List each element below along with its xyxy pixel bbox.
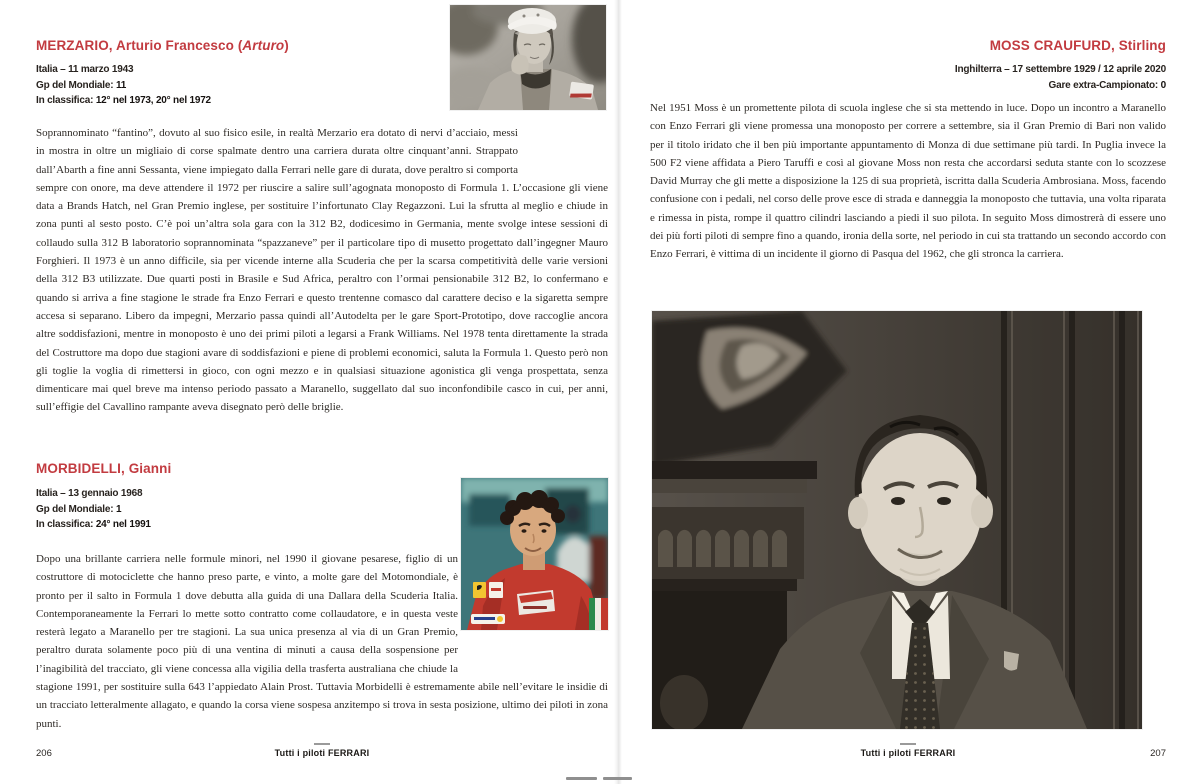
- meta-class-label: In classifica:: [36, 95, 96, 106]
- meta-gp-count: [36, 78, 211, 94]
- page-gutter-shadow: [614, 0, 622, 784]
- merzario-portrait-illustration: [450, 5, 606, 110]
- merzario-photo: [450, 5, 606, 110]
- meta-gp-count: [36, 502, 151, 518]
- meta-gp-value: 1: [115, 503, 122, 515]
- driver-name: MERZARIO, Arturio Francesco (: [36, 38, 243, 53]
- driver-name-close: ): [284, 38, 289, 53]
- driver-heading-morbidelli: [36, 461, 171, 477]
- page-number-right: 207: [1150, 748, 1166, 759]
- page-left: [36, 0, 608, 784]
- meta-gp-value: 11: [115, 79, 127, 91]
- entry-body-merzario: [36, 124, 608, 417]
- entry-body-moss: [650, 99, 1166, 264]
- meta-birth: [36, 486, 151, 502]
- entry-body-text: Nel 1951 Moss è un promettente pilota di scuola inglese che si sta mettendo in luce. Dopo un incontro a Maranello con Enzo Ferrari gli viene promessa una monoposto per correre a settembre, sia il Gran Premio di Bari non valido per il titolo iridato che il ben più importante appuntamento di Monza di due settimane più tardi. In Puglia invece la 500 F2 viene affidata a Piero Taruffi e così al giovane Moss non resta che accordarsi seduta stante con lo scozzese David Murray che gli mette a disposizione la 125 di sua proprietà, iscritta dalla Scuderia Ambrosiana. Moss, facendo confusione con i pedali, nel corso delle prove esce di strada e danneggia la monoposto che tuttavia, una volta riparata e rimessa in pista, rompe il quattro cilindri lasciando a piedi il suo pilota. In seguito Moss dimostrerà di essere uno dei più forti piloti di sempre fino a quando, ironia della sorte, nel periodo in cui sta trattando un secondo accordo con Enzo Ferrari, è vittima di un incidente il giorno di Pasqua del 1962, che gli stronca la carriera.: [650, 102, 1166, 261]
- meta-classification: [36, 517, 151, 533]
- meta-extra-races: [955, 78, 1166, 94]
- meta-extra-label: Gare extra-Campionato:: [1048, 79, 1161, 91]
- meta-birth-text: Italia – 13 gennaio 1968: [36, 488, 143, 499]
- meta-birth-text: Italia – 11 marzo 1943: [36, 64, 134, 75]
- driver-heading-moss: [990, 38, 1166, 54]
- moss-portrait-illustration: [652, 311, 1142, 729]
- meta-birth-death: [955, 62, 1166, 78]
- driver-heading-merzario: [36, 38, 289, 54]
- footer-divider-right: [900, 743, 916, 745]
- meta-gp-label: Gp del Mondiale:: [36, 503, 116, 515]
- meta-classification: [36, 93, 211, 109]
- page-number-left: 206: [36, 748, 52, 759]
- text-wrap-spacer: [518, 124, 608, 161]
- footer-divider-left: [314, 743, 330, 745]
- page-edge-mark: [566, 777, 597, 780]
- meta-birth: [36, 62, 211, 78]
- page-edge-mark: [603, 777, 632, 780]
- meta-extra-value: 0: [1160, 79, 1166, 91]
- entry-body-morbidelli: [36, 550, 608, 733]
- footer-book-title-left: Tutti i piloti FERRARI: [274, 748, 370, 758]
- meta-birth-text: Inghilterra – 17 settembre 1929 / 12 aprile 2020: [954, 64, 1166, 75]
- driver-meta-merzario: [36, 62, 211, 109]
- driver-name: MOSS CRAUFURD, Stirling: [989, 38, 1166, 53]
- meta-class-value: 12° nel 1973, 20° nel 1972: [95, 95, 211, 106]
- entry-body-text: Dopo una brillante carriera nelle formule minori, nel 1990 il giovane pesarese, figlio di un costruttore di motociclette che hanno preso parte, e vinto, a molte gare del Motomondiale, è pronto per il salto in Formula 1 dove debutta alla guida di una Dallara della Scuderia Italia. Contemporaneamente la Ferrari lo mette sotto contratto come collaudatore, e in questa veste resterà legato a Maranello per tre stagioni. La sua unica presenza al via di un Gran Premio, peraltro durata solamente poco più di una ventina di minuti a causa della sospensione per l’inagibilità del tracciato, gli viene concessa alla vigilia della trasferta australiana che chiude la stagione 1991, per sostituire sulla 643 l’appiedato Alain Prost. Tuttavia Morbidelli è estremamente abile nell’evitare le insidie di un tracciato letteralmente allagato, e quando la corsa viene sospesa anzitempo si trova in sesta posizione, ultimo dei piloti in zona punti.: [36, 553, 608, 730]
- entry-body-text: Soprannominato “fantino”, dovuto al suo fisico esile, in realtà Merzario era dotato di nervi d’acciaio, messi in mostra in oltre un migliaio di corse spalmate dentro una carriera durata oltre cinquant’anni. Strappato dall’Abarth a fine anni Sessanta, viene impiegato dalla Ferrari nelle gare di durata, dove peraltro si comporta sempre con onore, ma deve attendere il 1972 per riuscire a salire sull’agognata monoposto di Formula 1. L’occasione gli viene data a Brands Hatch, nel Gran Premio inglese, per sostituire l’infortunato Clay Regazzoni. Lui la sfrutta al meglio e chiude in zona punti al sesto posto. C’è poi un’altra sola gara con la 312 B2, dodicesimo in Germania, mente svolge intese sessioni di collaudo sulla 312 B laboratorio soprannominata “spazzaneve” per il particolare tipo di musetto progettato dall’ingegner Mauro Forghieri. Il 1973 è un anno difficile, sia per vicende interne alla Scuderia che per la scarsa competitività delle varie versioni della 312 B3 utilizzate. Due quarti posti in Brasile e Sud Africa, peraltro con l’ormai pensionabile 312 B2, lo confermano e quando si arriva a fine stagione le strade fra Enzo Ferrari e questo trentenne comasco dal carattere deciso e la sigaretta sempre accesa si separano. Libero da impegni, Merzario passa quindi all’Autodelta per le gare Sport-Prototipo, dove raccoglie ancora altre soddisfazioni, mentre in monoposto è uno dei primi piloti a legarsi a Frank Williams. Nel 1978 tenta direttamente la strada del Costruttore ma dopo due stagioni avare di soddisfazioni e piene di problemi economici, saluta la Formula 1. Questo però non gli toglie la voglia di rimettersi in gioco, con ogni mezzo e in qualsiasi situazione agonistica gli venga prospettata, senza dimenticare mai quel breve ma intenso periodo passato a Maranello, suggellato dal suo inconfondibile casco in cui, per anni, sull’effigie del Cavallino rampante aveva disegnato però delle briglie.: [36, 127, 608, 414]
- meta-class-value: 24° nel 1991: [95, 519, 151, 530]
- footer-book-title-right: Tutti i piloti FERRARI: [860, 748, 956, 758]
- driver-nickname: Arturo: [242, 38, 285, 53]
- driver-meta-morbidelli: [36, 486, 151, 533]
- text-wrap-spacer: [458, 550, 608, 674]
- meta-gp-label: Gp del Mondiale:: [36, 79, 116, 91]
- moss-photo: [652, 311, 1142, 729]
- page-right: [650, 0, 1166, 784]
- driver-meta-moss: [955, 62, 1166, 93]
- driver-name: MORBIDELLI, Gianni: [36, 461, 172, 476]
- meta-class-label: In classifica:: [36, 519, 96, 530]
